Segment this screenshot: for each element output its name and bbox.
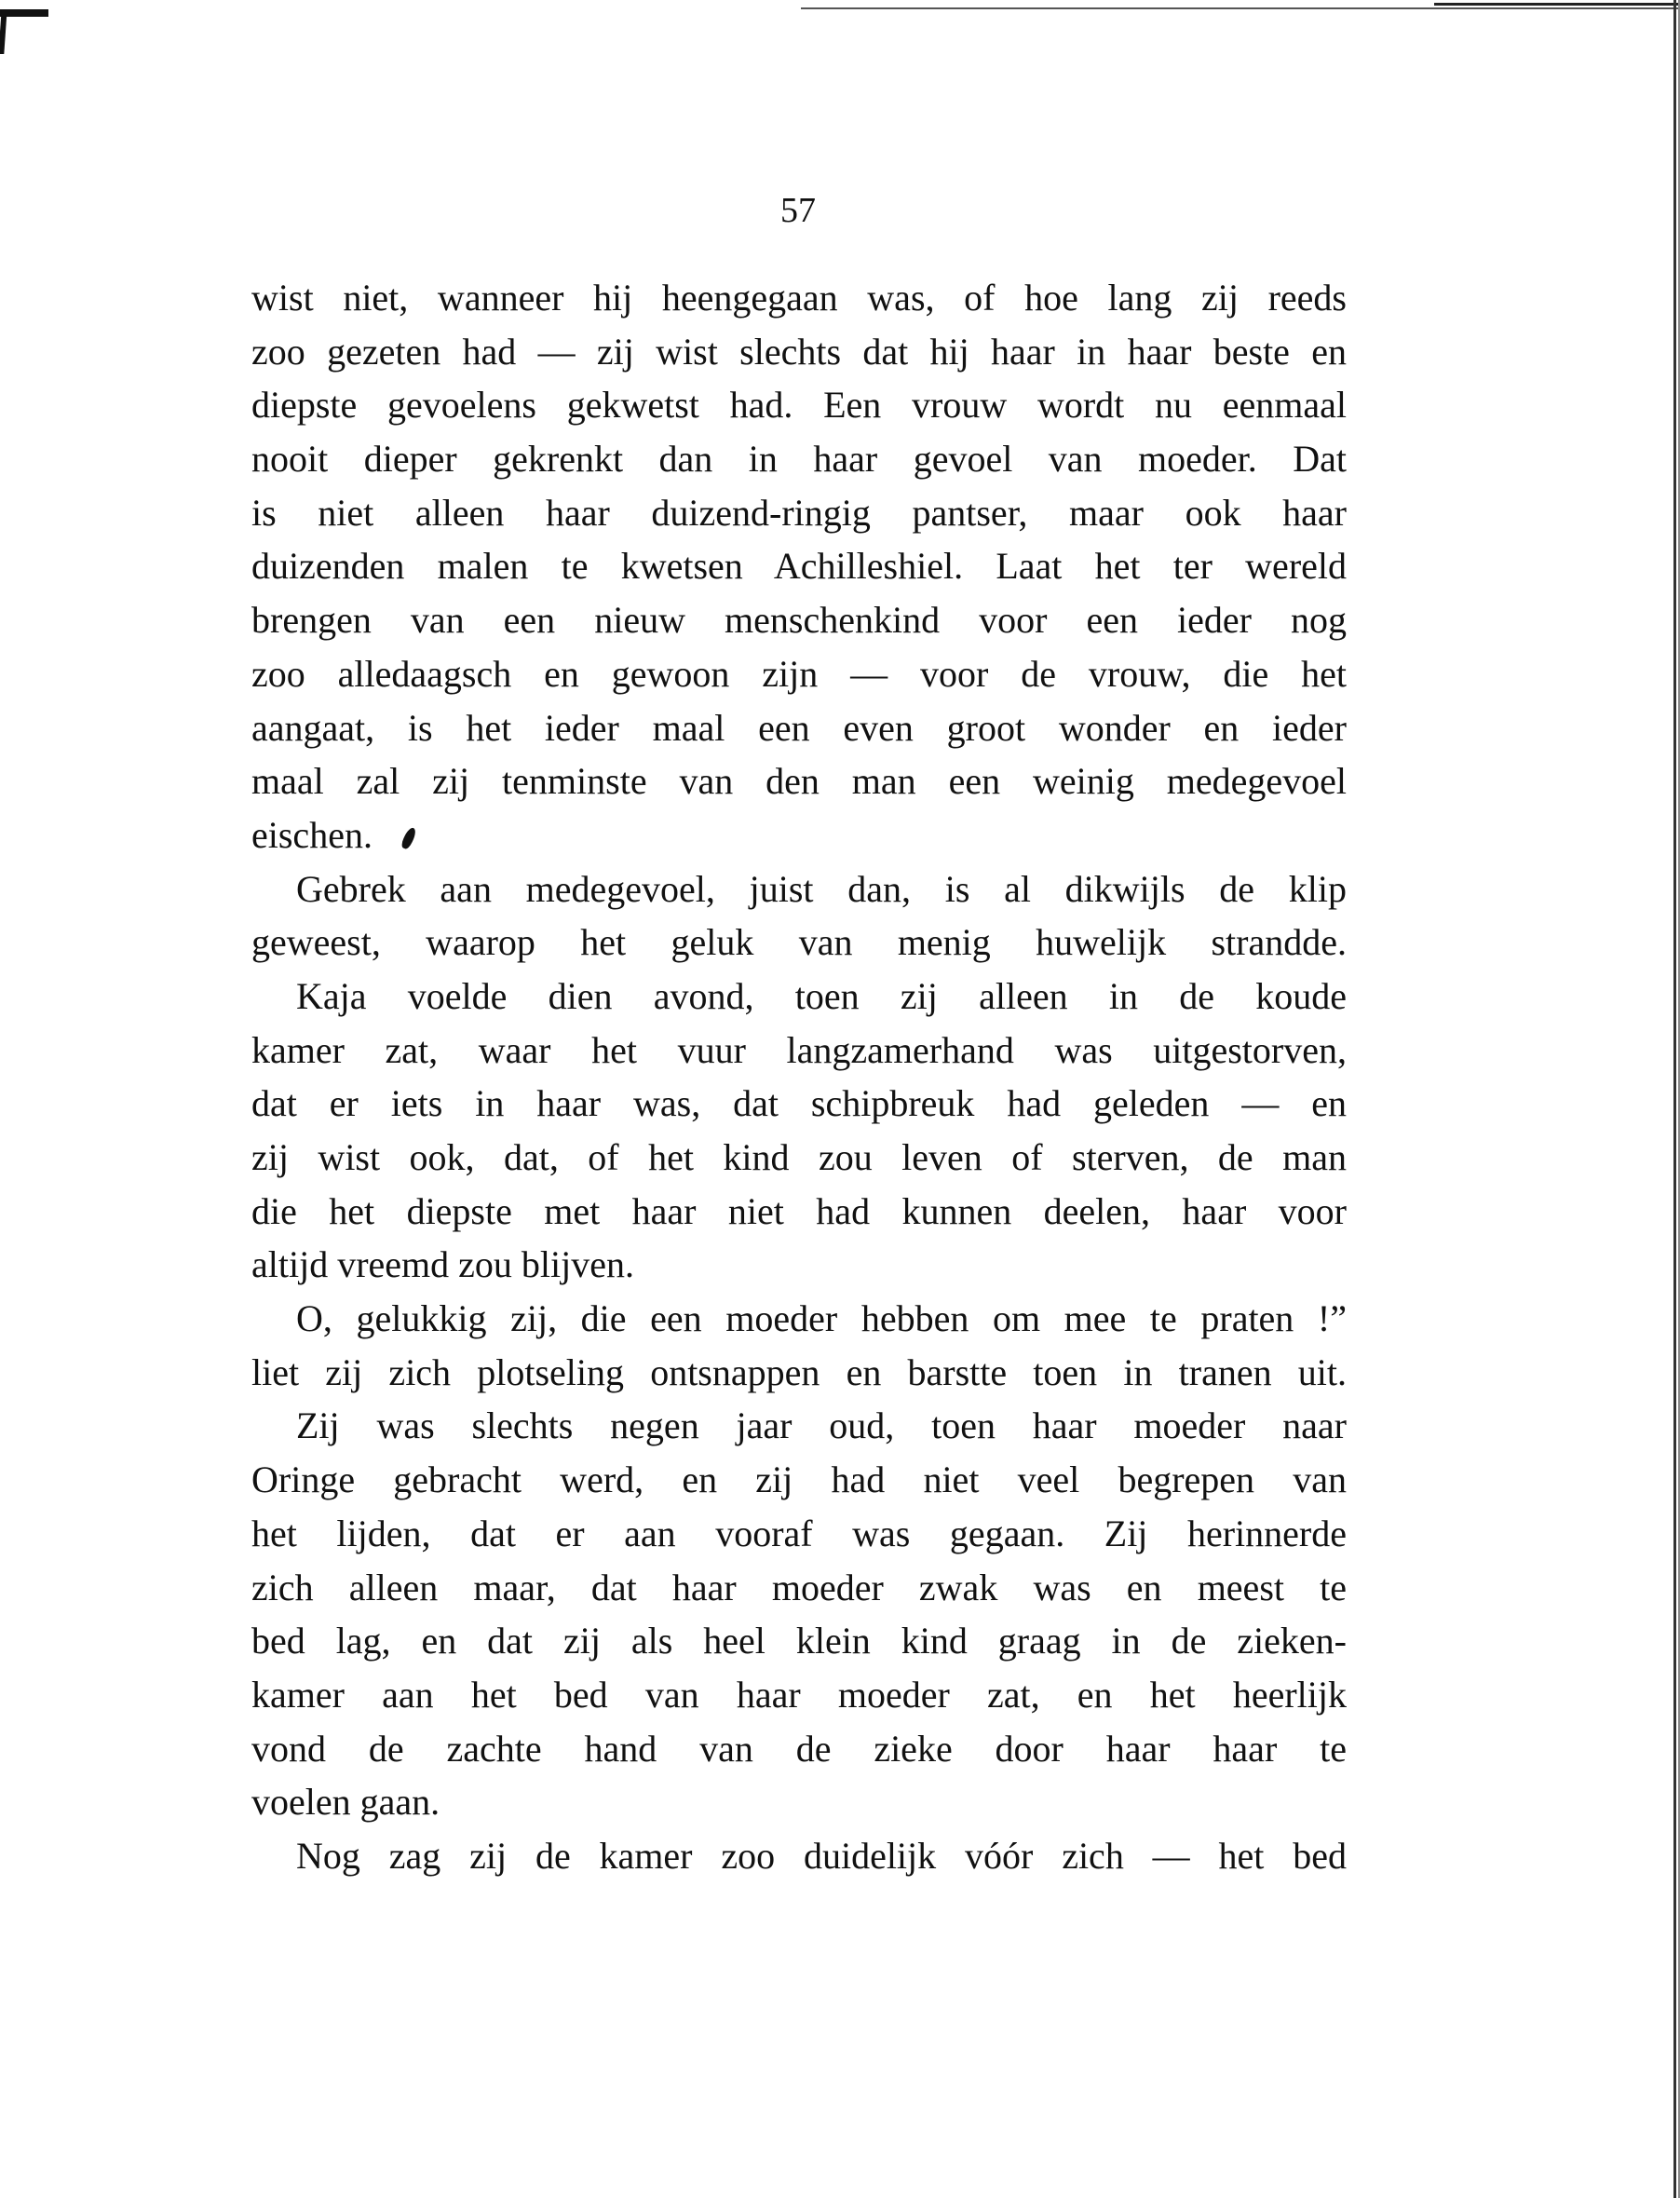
text-line: O, gelukkig zij, die een moeder hebben om mee te praten !” bbox=[296, 1297, 1347, 1340]
paragraph bbox=[251, 1292, 1347, 1399]
text-line: liet zij zich plotseling ontsnappen en barstte toen in tranen uit. bbox=[251, 1350, 1347, 1393]
paragraph bbox=[251, 862, 1347, 970]
text-line: Kaja voelde dien avond, toen zij alleen in de koude bbox=[296, 974, 1347, 1017]
scan-top-edge bbox=[801, 7, 1680, 9]
text-line: zich alleen maar, dat haar moeder zwak was en meest te bbox=[251, 1566, 1347, 1608]
text-line: Zij was slechts negen jaar oud, toen haar moeder naar bbox=[296, 1404, 1347, 1447]
scan-corner-mark bbox=[0, 9, 48, 17]
scan-corner-mark-vertical bbox=[0, 9, 7, 54]
text-line: kamer zat, waar het vuur langzamerhand was uitgestorven, bbox=[251, 1028, 1347, 1071]
text-line: diepste gevoelens gekwetst had. Een vrouw wordt nu eenmaal bbox=[251, 384, 1347, 427]
text-line: brengen van een nieuw menschenkind voor een ieder nog bbox=[251, 599, 1347, 642]
text-line: Oringe gebracht werd, en zij had niet veel begrepen van bbox=[251, 1459, 1347, 1501]
text-line: zij wist ook, dat, of het kind zou leven of sterven, de man bbox=[251, 1136, 1347, 1178]
scan-top-edge-dark bbox=[1434, 3, 1680, 6]
paragraph bbox=[251, 970, 1347, 1292]
text-line: Nog zag zij de kamer zoo duidelijk vóór zich — het bed bbox=[296, 1834, 1347, 1877]
text-line: Gebrek aan medegevoel, juist dan, is al dikwijls de klip bbox=[296, 867, 1347, 910]
scan-right-edge bbox=[1673, 0, 1676, 2198]
text-line: maal zal zij tenminste van den man een weinig medegevoel bbox=[251, 760, 1347, 803]
text-line: zoo alledaagsch en gewoon zijn — voor de vrouw, die het bbox=[251, 652, 1347, 695]
text-line: voelen gaan. bbox=[251, 1781, 440, 1824]
text-line: aangaat, is het ieder maal een even groot wonder en ieder bbox=[251, 706, 1347, 749]
ink-blot-mark bbox=[400, 826, 417, 850]
text-line: dat er iets in haar was, dat schipbreuk had geleden — en bbox=[251, 1082, 1347, 1125]
text-line: altijd vreemd zou blijven. bbox=[251, 1243, 634, 1286]
text-line: kamer aan het bed van haar moeder zat, en het heerlijk bbox=[251, 1673, 1347, 1716]
text-line: zoo gezeten had — zij wist slechts dat hij haar in haar beste en bbox=[251, 330, 1347, 373]
text-line: die het diepste met haar niet had kunnen deelen, haar voor bbox=[251, 1189, 1347, 1232]
paragraph bbox=[251, 271, 1347, 862]
paragraph bbox=[251, 1399, 1347, 1829]
text-line: nooit dieper gekrenkt dan in haar gevoel van moeder. Dat bbox=[251, 438, 1347, 481]
body-text bbox=[251, 271, 1347, 1883]
paragraph bbox=[251, 1829, 1347, 1883]
text-line: bed lag, en dat zij als heel klein kind graag in de zieken- bbox=[251, 1620, 1347, 1662]
text-line: is niet alleen haar duizend-ringig pantser, maar ook haar bbox=[251, 491, 1347, 534]
text-line: het lijden, dat er aan vooraf was gegaan. Zij herinnerde bbox=[251, 1512, 1347, 1554]
text-line: duizenden malen te kwetsen Achilleshiel. Laat het ter wereld bbox=[251, 545, 1347, 588]
text-line: vond de zachte hand van de zieke door haar haar te bbox=[251, 1727, 1347, 1770]
text-line: wist niet, wanneer hij heengegaan was, of hoe lang zij reeds bbox=[251, 277, 1347, 319]
page-number: 57 bbox=[780, 191, 816, 230]
text-line: geweest, waarop het geluk van menig huwelijk strandde. bbox=[251, 921, 1347, 964]
text-line: eischen. bbox=[251, 808, 1347, 862]
